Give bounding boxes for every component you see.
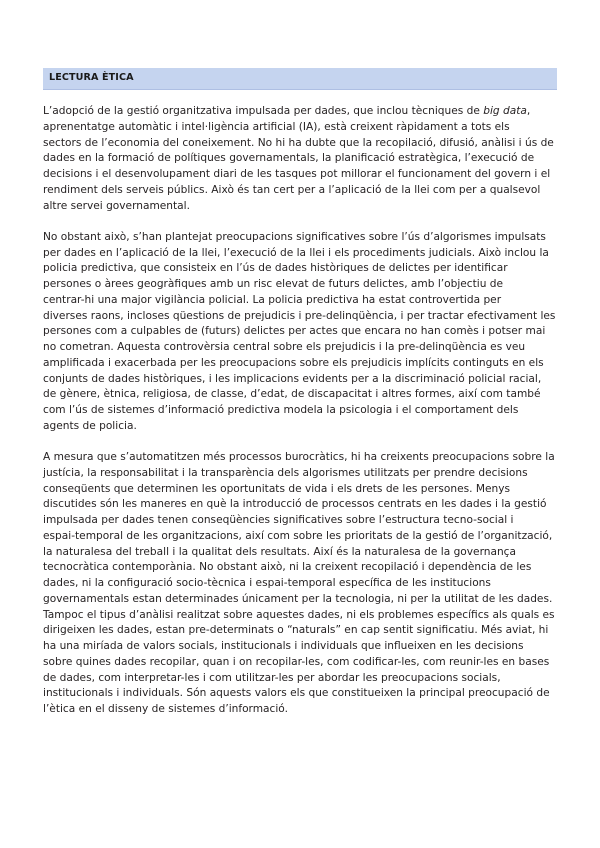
text-line [43, 183, 557, 199]
text-run: ha una miríada de valors socials, institucionals i individuals que influeixen en les decisions [43, 640, 524, 652]
text-run: la naturalesa del treball i la qualitat dels resultats. Així és la naturalesa de la governança [43, 545, 516, 558]
text-run: persones com a culpables de (futurs) delictes per actes que encara no han comès i potser mai [43, 325, 546, 338]
text-line [43, 482, 557, 498]
text-run: de gènere, ètnica, religiosa, de classe, d’edat, de discapacitat i altres formes, així com també [43, 388, 541, 401]
text-line [43, 104, 557, 120]
text-run: diverses raons, incloses qüestions de prejudicis i pre-delinqüència, i per tractar efectivament les [43, 309, 556, 322]
text-line [43, 450, 557, 466]
text-run: persones o àrees geogràfiques amb un risc elevat de futurs delictes, amb l’objectiu de [43, 278, 504, 290]
text-line [43, 529, 557, 545]
text-line [43, 167, 557, 183]
text-run: sobre quines dades recopilar, quan i on recopilar-les, com codificar-les, com reunir-les en bases [43, 655, 550, 668]
text-line [43, 419, 557, 435]
text-line [43, 293, 557, 309]
text-line [43, 151, 557, 167]
text-line [43, 136, 557, 152]
text-line [43, 340, 557, 356]
text-run: dades, ni la configuració socio-tècnica i espai-temporal específica de les institucions [43, 577, 491, 589]
text-run: justícia, la responsabilitat i la transparència dels algorismes utilitzats per prendre decisions [43, 466, 528, 479]
text-line [43, 592, 557, 608]
emphasis-text: big data [483, 105, 527, 117]
text-line [43, 576, 557, 592]
section-heading: LECTURA ÈTICA [49, 72, 134, 83]
text-line [43, 356, 557, 372]
text-line [43, 686, 557, 702]
text-line [43, 246, 557, 262]
text-line [43, 623, 557, 639]
text-line [43, 702, 557, 718]
text-line [43, 277, 557, 293]
text-run: centrar-hi una major vigilància policial. La policia predictiva ha estat controvertida per [43, 293, 502, 306]
text-line [43, 387, 557, 403]
text-run: A mesura que s’automatitzen més processos burocràtics, hi ha creixents preocupacions sobre la [43, 451, 555, 463]
text-run: agents de policia. [43, 419, 137, 432]
text-line [43, 261, 557, 277]
paragraph-1 [43, 104, 557, 214]
text-line [43, 545, 557, 561]
text-line [43, 372, 557, 388]
text-run: institucionals i individuals. Són aquests valors els que constitueixen la principal preocupació de [43, 687, 550, 700]
text-line [43, 639, 557, 655]
text-run: sectors de l’economia del coneixement. No hi ha dubte que la recopilació, difusió, anàlisi i ús de [43, 136, 554, 149]
text-line [43, 230, 557, 246]
text-line [43, 671, 557, 687]
text-run: tecnocràtica contemporània. No obstant això, ni la creixent recopilació i dependència de les [43, 561, 532, 574]
text-run: per dades en l’aplicació de la llei, l’execució de la llei i els procediments judicials. Això inclou la [43, 246, 549, 259]
text-run: dades en la formació de polítiques governamentals, la planificació estratègica, l’execució de [43, 152, 535, 165]
text-run: Tampoc el tipus d’anàlisi realitzat sobre aquestes dades, ni els problemes específics als quals es [43, 608, 555, 621]
text-line [43, 199, 557, 215]
text-line [43, 403, 557, 419]
text-line [43, 655, 557, 671]
text-run: no cometran. Aquesta controvèrsia central sobre els prejudicis i la pre-delinqüència es veu [43, 341, 526, 353]
text-run: altre servei governamental. [43, 199, 190, 212]
text-line [43, 513, 557, 529]
text-run: rendiment dels serveis públics. Això és tan cert per a l’aplicació de la llei com per a qualsevol [43, 183, 541, 196]
text-line [43, 497, 557, 513]
text-run: L’adopció de la gestió organitzativa impulsada per dades, que inclou tècniques de [43, 105, 484, 117]
text-run: espai-temporal de les organitzacions, així com sobre les prioritats de la gestió de l’organització, [43, 529, 553, 542]
text-run: aprenentatge automàtic i intel·ligència artificial (IA), està creixent ràpidament a tots els [43, 120, 510, 133]
text-run: amplificada i exacerbada per les preocupacions sobre els prejudicis implícits continguts en els [43, 356, 544, 369]
text-run: discutides són les maneres en què la introducció de processos centrats en les dades i la gestió [43, 498, 547, 511]
text-run: conseqüents que determinen les oportunitats de vida i els drets de les persones. Menys [43, 482, 511, 495]
text-run: No obstant això, s’han plantejat preocupacions significatives sobre l’ús d’algorismes impulsats [43, 230, 546, 243]
text-line [43, 466, 557, 482]
text-run: com l’ús de sistemes d’informació predictiva modela la psicologia i el comportament dels [43, 404, 519, 416]
text-run: de dades, com interpretar-les i com utilitzar-les per abordar les preocupacions socials, [43, 671, 501, 684]
text-run: conjunts de dades històriques, i les implicacions evidents per a la discriminació policial racial, [43, 372, 542, 385]
text-line [43, 560, 557, 576]
section-heading-band [43, 68, 557, 90]
text-run: impulsada per dades tenen conseqüències significatives sobre l’estructura tecno-social i [43, 514, 514, 526]
text-line [43, 324, 557, 340]
paragraph-2 [43, 230, 557, 435]
body-text [43, 104, 557, 733]
text-run: policia predictiva, que consisteix en l’ús de dades històriques de delictes per identificar [43, 262, 508, 275]
text-run: l’ètica en el disseny de sistemes d’informació. [43, 703, 288, 715]
text-run: governamentals estan determinades únicament per la tecnologia, ni per la utilitat de les dades. [43, 592, 553, 605]
text-line [43, 120, 557, 136]
text-line [43, 309, 557, 325]
text-run: , [526, 105, 531, 117]
paragraph-3 [43, 450, 557, 718]
text-run: dirigeixen les dades, estan pre-determinats o “naturals” en cap sentit significatiu. Més aviat, hi [43, 624, 549, 637]
text-line [43, 608, 557, 624]
text-run: decisions i el desenvolupament diari de les tasques pot millorar el funcionament del govern i el [43, 168, 551, 180]
